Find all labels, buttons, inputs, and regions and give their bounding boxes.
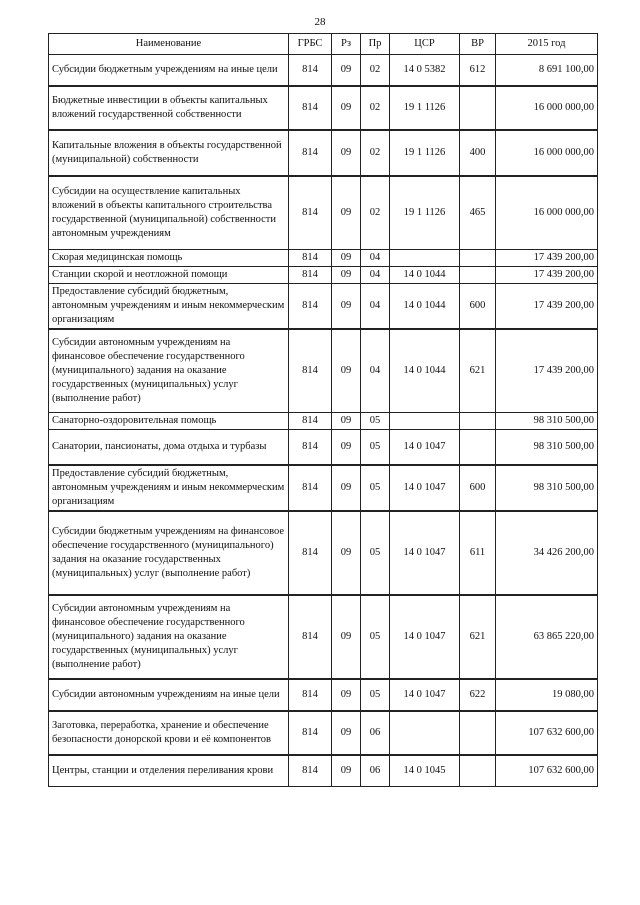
cell-csr: 19 1 1126 [390, 86, 460, 130]
cell-pr: 02 [361, 55, 390, 87]
cell-name: Заготовка, переработка, хранение и обеспечение безопасности донорской крови и её компонентов [49, 711, 289, 755]
cell-csr [390, 711, 460, 755]
cell-rz: 09 [332, 55, 361, 87]
cell-grbs: 814 [289, 430, 332, 466]
cell-grbs: 814 [289, 176, 332, 250]
cell-name: Предоставление субсидий бюджетным, автономным учреждениям и иным некоммерческим организациям [49, 284, 289, 330]
cell-sum: 19 080,00 [496, 679, 598, 711]
cell-name: Центры, станции и отделения переливания крови [49, 755, 289, 787]
cell-vr [460, 86, 496, 130]
cell-grbs: 814 [289, 267, 332, 284]
cell-pr: 02 [361, 130, 390, 176]
cell-name: Субсидии бюджетным учреждениям на иные цели [49, 55, 289, 87]
cell-sum: 34 426 200,00 [496, 511, 598, 595]
table-row [49, 679, 598, 711]
cell-sum: 98 310 500,00 [496, 465, 598, 511]
cell-grbs: 814 [289, 86, 332, 130]
table-row [49, 755, 598, 787]
table-header-row [49, 34, 598, 55]
cell-pr: 04 [361, 250, 390, 267]
table-row [49, 595, 598, 679]
table-row [49, 413, 598, 430]
cell-name: Санатории, пансионаты, дома отдыха и турбазы [49, 430, 289, 466]
cell-rz: 09 [332, 284, 361, 330]
cell-pr: 05 [361, 465, 390, 511]
col-header-2015: 2015 год [496, 34, 598, 55]
cell-name: Бюджетные инвестиции в объекты капитальных вложений государственной собственности [49, 86, 289, 130]
cell-csr: 14 0 1044 [390, 284, 460, 330]
cell-vr [460, 430, 496, 466]
cell-rz: 09 [332, 130, 361, 176]
table-row [49, 430, 598, 466]
cell-rz: 09 [332, 711, 361, 755]
table-row [49, 55, 598, 87]
cell-pr: 05 [361, 511, 390, 595]
cell-csr [390, 413, 460, 430]
cell-grbs: 814 [289, 130, 332, 176]
cell-name: Субсидии на осуществление капитальных вложений в объекты капитального строительства государственной (муниципальной) собственности автономным учреждениям [49, 176, 289, 250]
cell-rz: 09 [332, 86, 361, 130]
cell-csr: 19 1 1126 [390, 130, 460, 176]
cell-rz: 09 [332, 329, 361, 413]
cell-grbs: 814 [289, 679, 332, 711]
cell-vr: 400 [460, 130, 496, 176]
cell-rz: 09 [332, 679, 361, 711]
page-number: 28 [314, 16, 326, 28]
table-row [49, 130, 598, 176]
cell-rz: 09 [332, 250, 361, 267]
cell-sum: 63 865 220,00 [496, 595, 598, 679]
cell-name: Субсидии автономным учреждениям на финансовое обеспечение государственного (муниципального) задания на оказание государственных (муниципальных) услуг (выполнение работ) [49, 595, 289, 679]
cell-name: Санаторно-оздоровительная помощь [49, 413, 289, 430]
col-header-pr: Пр [361, 34, 390, 55]
cell-pr: 06 [361, 755, 390, 787]
cell-csr: 14 0 5382 [390, 55, 460, 87]
cell-name: Станции скорой и неотложной помощи [49, 267, 289, 284]
cell-sum: 98 310 500,00 [496, 413, 598, 430]
table-row [49, 176, 598, 250]
cell-sum: 98 310 500,00 [496, 430, 598, 466]
cell-grbs: 814 [289, 284, 332, 330]
cell-rz: 09 [332, 595, 361, 679]
cell-pr: 02 [361, 176, 390, 250]
cell-rz: 09 [332, 176, 361, 250]
cell-vr [460, 267, 496, 284]
table-row [49, 711, 598, 755]
table-row [49, 284, 598, 330]
cell-vr: 621 [460, 329, 496, 413]
table-row [49, 511, 598, 595]
cell-grbs: 814 [289, 413, 332, 430]
cell-rz: 09 [332, 511, 361, 595]
table-row [49, 329, 598, 413]
cell-csr: 14 0 1047 [390, 679, 460, 711]
cell-csr: 19 1 1126 [390, 176, 460, 250]
cell-csr: 14 0 1045 [390, 755, 460, 787]
cell-pr: 04 [361, 329, 390, 413]
cell-grbs: 814 [289, 329, 332, 413]
cell-vr: 600 [460, 284, 496, 330]
cell-pr: 04 [361, 284, 390, 330]
col-header-vr: ВР [460, 34, 496, 55]
cell-sum: 16 000 000,00 [496, 86, 598, 130]
cell-vr: 622 [460, 679, 496, 711]
cell-sum: 107 632 600,00 [496, 755, 598, 787]
cell-vr [460, 711, 496, 755]
cell-vr: 465 [460, 176, 496, 250]
cell-csr: 14 0 1047 [390, 595, 460, 679]
cell-csr: 14 0 1044 [390, 329, 460, 413]
col-header-name: Наименование [49, 34, 289, 55]
budget-table [48, 33, 598, 787]
table-row [49, 267, 598, 284]
cell-pr: 05 [361, 679, 390, 711]
cell-vr [460, 413, 496, 430]
cell-csr: 14 0 1044 [390, 267, 460, 284]
cell-name: Субсидии автономным учреждениям на иные цели [49, 679, 289, 711]
cell-grbs: 814 [289, 250, 332, 267]
cell-csr: 14 0 1047 [390, 430, 460, 466]
cell-sum: 8 691 100,00 [496, 55, 598, 87]
table-row [49, 250, 598, 267]
cell-grbs: 814 [289, 711, 332, 755]
cell-pr: 02 [361, 86, 390, 130]
cell-pr: 05 [361, 413, 390, 430]
cell-vr: 611 [460, 511, 496, 595]
cell-vr: 600 [460, 465, 496, 511]
cell-name: Предоставление субсидий бюджетным, автономным учреждениям и иным некоммерческим организациям [49, 465, 289, 511]
table-row [49, 86, 598, 130]
cell-name: Субсидии бюджетным учреждениям на финансовое обеспечение государственного (муниципального) задания на оказание государственных (муниципальных) услуг (выполнение работ) [49, 511, 289, 595]
cell-grbs: 814 [289, 511, 332, 595]
cell-sum: 16 000 000,00 [496, 130, 598, 176]
cell-vr: 621 [460, 595, 496, 679]
cell-grbs: 814 [289, 55, 332, 87]
cell-csr: 14 0 1047 [390, 465, 460, 511]
cell-sum: 17 439 200,00 [496, 250, 598, 267]
cell-name: Субсидии автономным учреждениям на финансовое обеспечение государственного (муниципального) задания на оказание государственных (муниципальных) услуг (выполнение работ) [49, 329, 289, 413]
col-header-rz: Рз [332, 34, 361, 55]
col-header-grbs: ГРБС [289, 34, 332, 55]
cell-rz: 09 [332, 267, 361, 284]
cell-pr: 05 [361, 595, 390, 679]
cell-sum: 17 439 200,00 [496, 284, 598, 330]
cell-vr: 612 [460, 55, 496, 87]
cell-sum: 16 000 000,00 [496, 176, 598, 250]
cell-grbs: 814 [289, 465, 332, 511]
cell-vr [460, 755, 496, 787]
cell-vr [460, 250, 496, 267]
cell-name: Скорая медицинская помощь [49, 250, 289, 267]
cell-rz: 09 [332, 755, 361, 787]
cell-name: Капитальные вложения в объекты государственной (муниципальной) собственности [49, 130, 289, 176]
col-header-csr: ЦСР [390, 34, 460, 55]
cell-rz: 09 [332, 465, 361, 511]
cell-sum: 17 439 200,00 [496, 267, 598, 284]
cell-sum: 107 632 600,00 [496, 711, 598, 755]
cell-grbs: 814 [289, 755, 332, 787]
cell-rz: 09 [332, 430, 361, 466]
cell-grbs: 814 [289, 595, 332, 679]
cell-pr: 04 [361, 267, 390, 284]
cell-sum: 17 439 200,00 [496, 329, 598, 413]
cell-pr: 06 [361, 711, 390, 755]
cell-csr: 14 0 1047 [390, 511, 460, 595]
cell-csr [390, 250, 460, 267]
cell-rz: 09 [332, 413, 361, 430]
table-row [49, 465, 598, 511]
cell-pr: 05 [361, 430, 390, 466]
